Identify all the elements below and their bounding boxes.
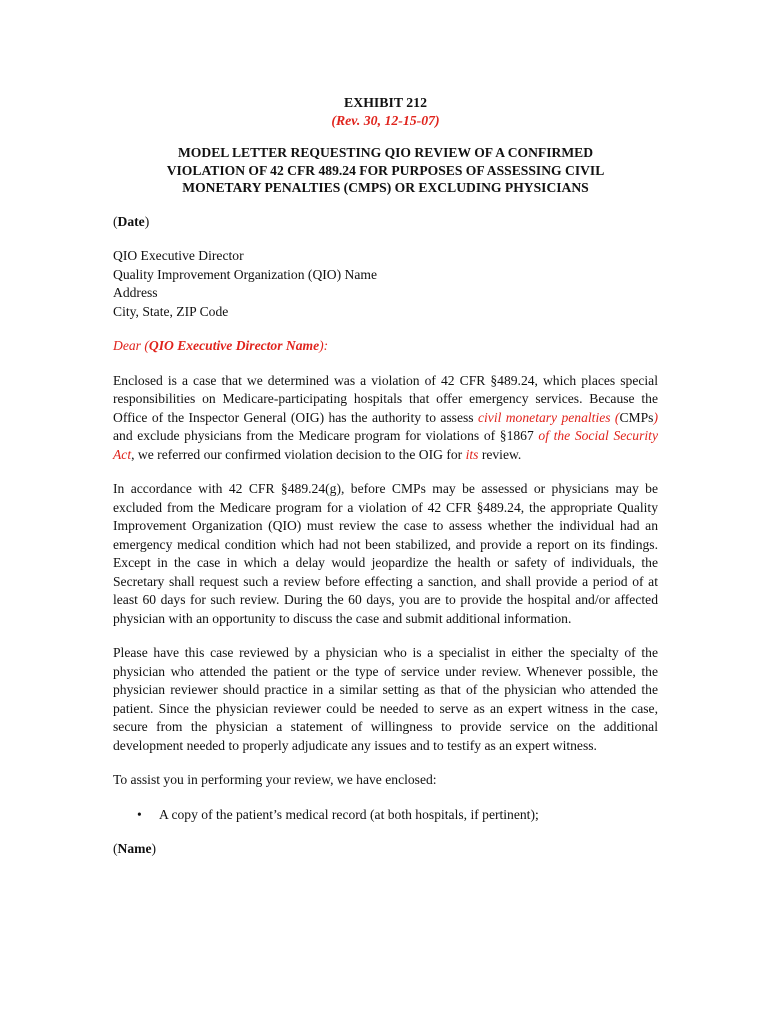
name-placeholder: [113, 840, 658, 859]
address-line-2: Quality Improvement Organization (QIO) Name: [113, 266, 377, 282]
p1-red-ssa: of the Social Security Act: [113, 428, 658, 462]
letter-page: [113, 94, 658, 859]
address-line-1: QIO Executive Director: [113, 248, 244, 263]
address-line-4: City, State, ZIP Code: [113, 303, 229, 319]
date-label: Date: [117, 213, 145, 229]
p1-red-paren: ): [653, 409, 658, 425]
bullet: •: [137, 806, 142, 822]
revision-note: (Rev. 30, 12-15-07): [331, 113, 440, 128]
salutation: [113, 337, 658, 356]
date-open-paren: (: [113, 213, 118, 229]
exhibit-number: EXHIBIT 212: [344, 95, 427, 110]
paragraph-physician-reviewer: Please have this case reviewed by a physician who is a specialist in either the specialty of the physician who attended the patient or the type of service under review. Whenever possible, the physician reviewer should practice in a similar setting as that of the physician who attended the patient. Since the physician reviewer could be needed to serve as an expert witness in the case, secure from the physician a statement of willingness to provide service on the additional development needed to properly adjudicate any issues and to testify as an expert witness.: [113, 645, 658, 753]
date-placeholder: [113, 213, 658, 232]
letter-title: MODEL LETTER REQUESTING QIO REVIEW OF A CONFIRMED VIOLATION OF 42 CFR 489.24 FOR PURPOSES OF ASSESSING CIVIL MONETARY PENALTIES (CMPS) OR EXCLUDING PHYSICIANS: [166, 145, 605, 195]
p1-red-its: its: [465, 446, 479, 462]
date-close-paren: ): [144, 213, 150, 229]
paragraph-qio-review: In accordance with 42 CFR §489.24(g), before CMPs may be assessed or physicians may be excluded from the Medicare program for a violation of 42 CFR §489.24, the appropriate Quality Improvement Organization (QIO) must review the case to assess whether the individual had an emergency medical condition which had not been stabilized, and provide a report on its findings. Except in the case in which a delay would jeopardize the health or safety of individuals, the Secretary shall request such a review before effecting a sanction, and shall provide a period of at least 60 days for such review. During the 60 days, you are to provide the hospital and/or affected physician with an opportunity to discuss the case and submit additional information.: [113, 481, 658, 626]
p1-text-3: , we referred our confirmed violation decision to the OIG for: [131, 446, 466, 462]
p1-text-cmps: CMPs: [619, 409, 654, 425]
p1-text-1: Enclosed is a case that we determined was a violation of 42 CFR §489.24, which places special responsibilities on Medicare-participating hospitals that offer emergency services. Because the Office of the Inspector General (OIG) has the authority to assess: [113, 372, 658, 425]
name-close-paren: ): [151, 841, 157, 856]
salutation-prefix: Dear (: [113, 338, 149, 353]
paragraph-enclosed-case: [113, 372, 658, 465]
p1-text-2: and exclude physicians from the Medicare program for violations of §1867: [113, 428, 539, 443]
enclosure-text: A copy of the patient’s medical record (at both hospitals, if pertinent);: [159, 806, 539, 822]
name-open-paren: (: [113, 841, 118, 856]
recipient-address: [113, 247, 658, 321]
address-line-3: Address: [113, 285, 158, 300]
enclosure-item: [113, 806, 658, 825]
salutation-suffix: ):: [319, 338, 329, 353]
salutation-name: QIO Executive Director Name: [148, 338, 320, 353]
name-label: Name: [117, 841, 152, 856]
p1-text-4: review.: [478, 446, 522, 462]
paragraph-enclosures-intro: To assist you in performing your review, we have enclosed:: [113, 772, 437, 787]
p1-red-civil-monetary: civil monetary penalties (: [477, 409, 620, 425]
